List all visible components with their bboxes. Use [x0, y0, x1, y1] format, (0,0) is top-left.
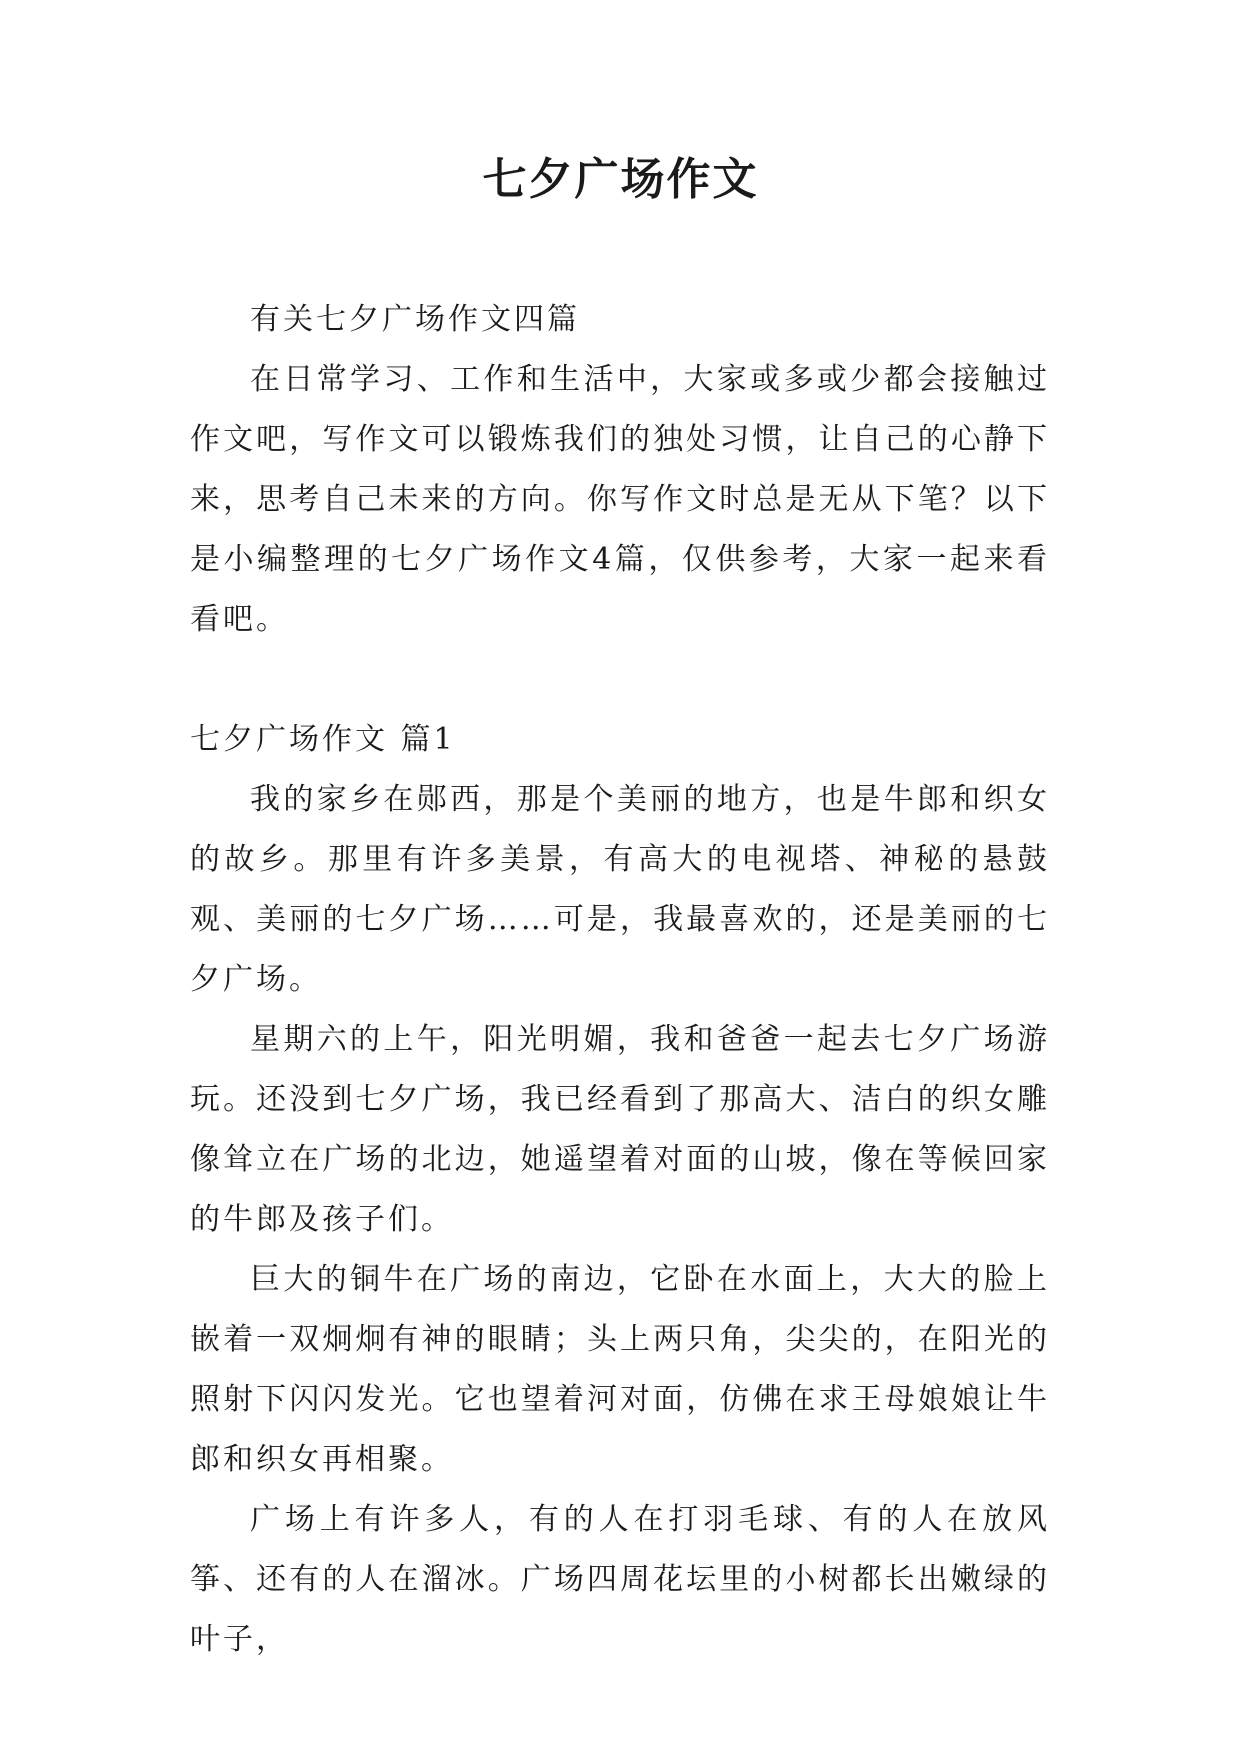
document-title: 七夕广场作文 [482, 154, 759, 205]
body-paragraph: 广场上有许多人，有的人在打羽毛球、有的人在放风筝、还有的人在溜冰。广场四周花坛里的小树都长出嫩绿的叶子， [190, 1502, 1050, 1657]
intro-paragraph: 在日常学习、工作和生活中，大家或多或少都会接触过作文吧，写作文可以锻炼我们的独处习惯，让自己的心静下来，思考自己未来的方向。你写作文时总是无从下笔？以下是小编整理的七夕广场作文4篇，仅供参考，大家一起来看看吧。 [190, 362, 1050, 637]
document-subtitle: 有关七夕广场作文四篇 [250, 302, 580, 337]
section-heading: 七夕广场作文 篇1 [190, 722, 456, 757]
body-paragraph: 巨大的铜牛在广场的南边，它卧在水面上，大大的脸上嵌着一双炯炯有神的眼睛；头上两只角，尖尖的，在阳光的照射下闪闪发光。它也望着河对面，仿佛在求王母娘娘让牛郎和织女再相聚。 [190, 1262, 1050, 1477]
body-paragraph: 星期六的上午，阳光明媚，我和爸爸一起去七夕广场游玩。还没到七夕广场，我已经看到了那高大、洁白的织女雕像耸立在广场的北边，她遥望着对面的山坡，像在等候回家的牛郎及孩子们。 [190, 1022, 1050, 1237]
document-body [190, 290, 1050, 1670]
body-paragraph: 我的家乡在郧西，那是个美丽的地方，也是牛郎和织女的故乡。那里有许多美景，有高大的电视塔、神秘的悬鼓观、美丽的七夕广场……可是，我最喜欢的，还是美丽的七夕广场。 [190, 782, 1050, 997]
